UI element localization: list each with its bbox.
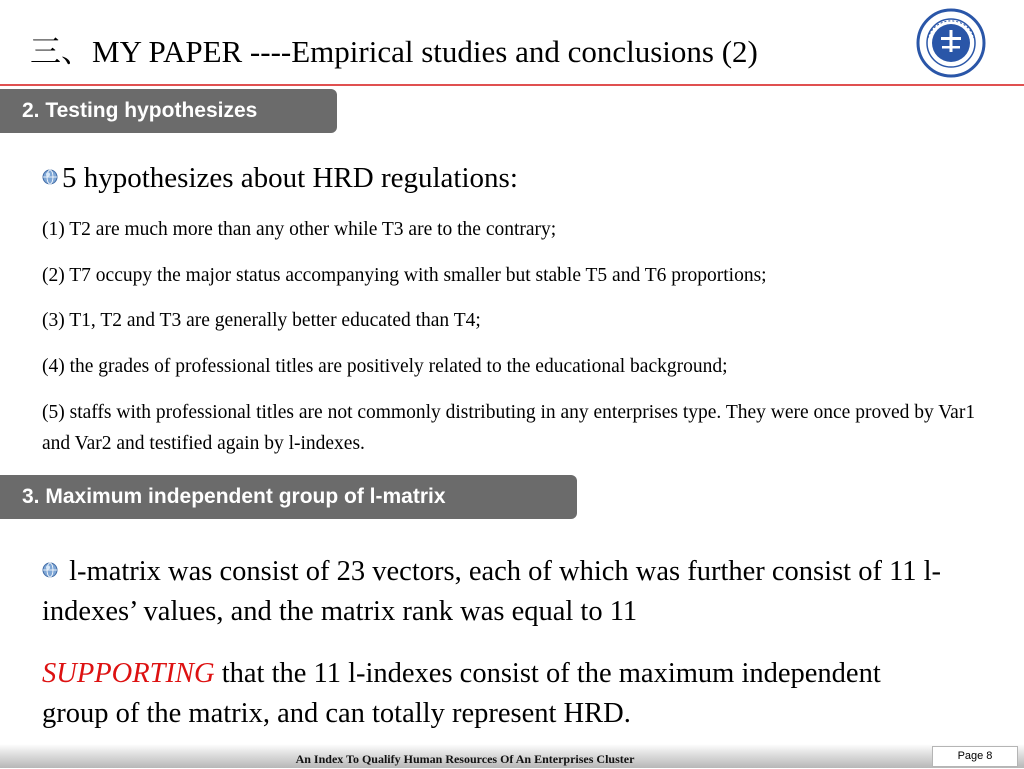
hypothesis-item: (5) staffs with professional titles are not commonly distributing in any enterprises type. They were once proved by Var1 and Var2 and testified again by l-indexes. xyxy=(42,402,976,454)
matrix-paragraph-text: l-matrix was consist of 23 vectors, each of which was further consist of 11 l-indexes’ values, and the matrix rank was equal to 11 xyxy=(42,556,942,627)
hypotheses-lead xyxy=(42,158,1002,198)
hypothesis-item: (2) T7 occupy the major status accompanying with smaller but stable T5 and T6 proportions; xyxy=(42,265,767,286)
hypothesis-item: (3) T1, T2 and T3 are generally better educated than T4; xyxy=(42,310,481,331)
footer-title: An Index To Qualify Human Resources Of An Enterprises Cluster xyxy=(295,752,635,766)
page-number: Page 8 xyxy=(932,746,1018,767)
globe-bullet-icon xyxy=(42,562,58,578)
conclusion-text: that the 11 l-indexes consist of the maximum independent group of the matrix, and can totally represent HRD. xyxy=(42,658,881,729)
university-seal-logo xyxy=(916,8,986,78)
title-divider xyxy=(0,84,1024,86)
section-heading-testing: 2. Testing hypothesizes xyxy=(0,89,337,133)
hypothesis-item: (1) T2 are much more than any other while T3 are to the contrary; xyxy=(42,219,557,240)
supporting-emphasis: SUPPORTING xyxy=(42,658,215,689)
globe-bullet-icon xyxy=(42,169,58,185)
matrix-paragraph xyxy=(42,552,1002,632)
hypotheses-lead-text: 5 hypothesizes about HRD regulations: xyxy=(62,162,518,194)
slide-title: 三、MY PAPER ----Empirical studies and conclusions (2) xyxy=(30,34,758,69)
conclusion-paragraph xyxy=(42,654,942,734)
section-heading-matrix: 3. Maximum independent group of l-matrix xyxy=(0,475,577,519)
hypothesis-item: (4) the grades of professional titles are positively related to the educational background; xyxy=(42,356,728,377)
